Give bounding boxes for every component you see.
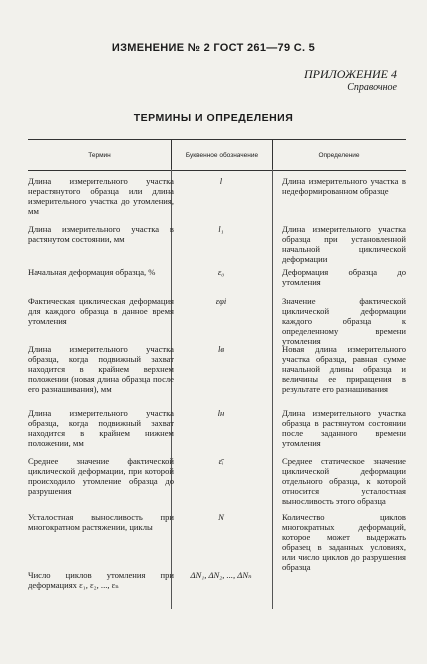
symbol-cell: l (219, 176, 223, 186)
column-divider-2 (272, 169, 273, 609)
definition-cell: Среднее статическое значение циклической деформации отдельного образца, к которой относится усталостная выносливость этого образца (282, 456, 406, 506)
header-definition: Определение (318, 151, 360, 159)
header-term: Термин (88, 151, 111, 159)
definition-cell: Длина измерительного участка образца при установленной начальной циклической деформации (282, 224, 406, 264)
symbol-cell: lв (217, 344, 225, 354)
header-symbol: Буквенное обозначение (171, 140, 273, 170)
symbol-cell: ΔN₁, ΔN₂, ..., ΔNₙ (190, 570, 252, 580)
appendix-label: ПРИЛОЖЕНИЕ 4 (304, 67, 397, 81)
term-cell: Длина измерительного участка образца, когда подвижный захват находится в крайнем нижнем положении, мм (28, 408, 174, 448)
term-cell: Среднее значение фактической циклической деформации, при которой происходило утомление образца до разрушения (28, 456, 174, 496)
term-cell: Фактическая циклическая деформация для каждого образца в данное время утомления (28, 296, 174, 326)
definition-cell: Значение фактической циклической деформации каждого образца к определенному времени утомления (282, 296, 406, 346)
definition-cell: Длина измерительного участка в недеформированном образце (282, 176, 406, 196)
definition-cell: Количество циклов многократных деформаций, которое может выдержать образец в заданных условиях, или число циклов до разрушения образца (282, 512, 406, 572)
definition-cell: Длина измерительного участка образца в растянутом состоянии после заданного времени утомления (282, 408, 406, 448)
term-cell: Длина измерительного участка образца, когда подвижный захват находится в крайнем верхнем положении (новая длина образца после его разнашивания), мм (28, 344, 174, 394)
symbol-cell: ε̄ᵢ (218, 456, 224, 466)
page-header-title: ИЗМЕНЕНИЕ № 2 ГОСТ 261—79 С. 5 (111, 42, 316, 54)
symbol-cell: lн (217, 408, 225, 418)
appendix-block (304, 67, 397, 95)
definition-cell: Новая длина измерительного участка образца, равная сумме начальной длины образца и величины ее приращения в результате его разнашивания (282, 344, 406, 394)
term-cell: Длина измерительного участка нерастянутого образца или длина измерительного участка до утомления, мм (28, 176, 174, 216)
section-title: ТЕРМИНЫ И ОПРЕДЕЛЕНИЯ (133, 112, 294, 124)
symbol-cell: ε₀ (217, 267, 225, 277)
appendix-subtitle: Справочное (347, 82, 397, 93)
term-cell: Число циклов утомления при деформациях ε₁, ε₂, ..., εₙ (28, 570, 174, 590)
term-cell: Длина измерительного участка в растянутом состоянии, мм (28, 224, 174, 244)
symbol-cell: εφi (215, 296, 227, 306)
term-cell: Усталостная выносливость при многократном растяжении, циклы (28, 512, 174, 532)
table-header (28, 139, 406, 171)
symbol-cell: N (218, 512, 224, 522)
definition-cell: Деформация образца до утомления (282, 267, 406, 287)
symbol-cell: l₁ (218, 224, 224, 234)
term-cell: Начальная деформация образца, % (28, 267, 156, 277)
